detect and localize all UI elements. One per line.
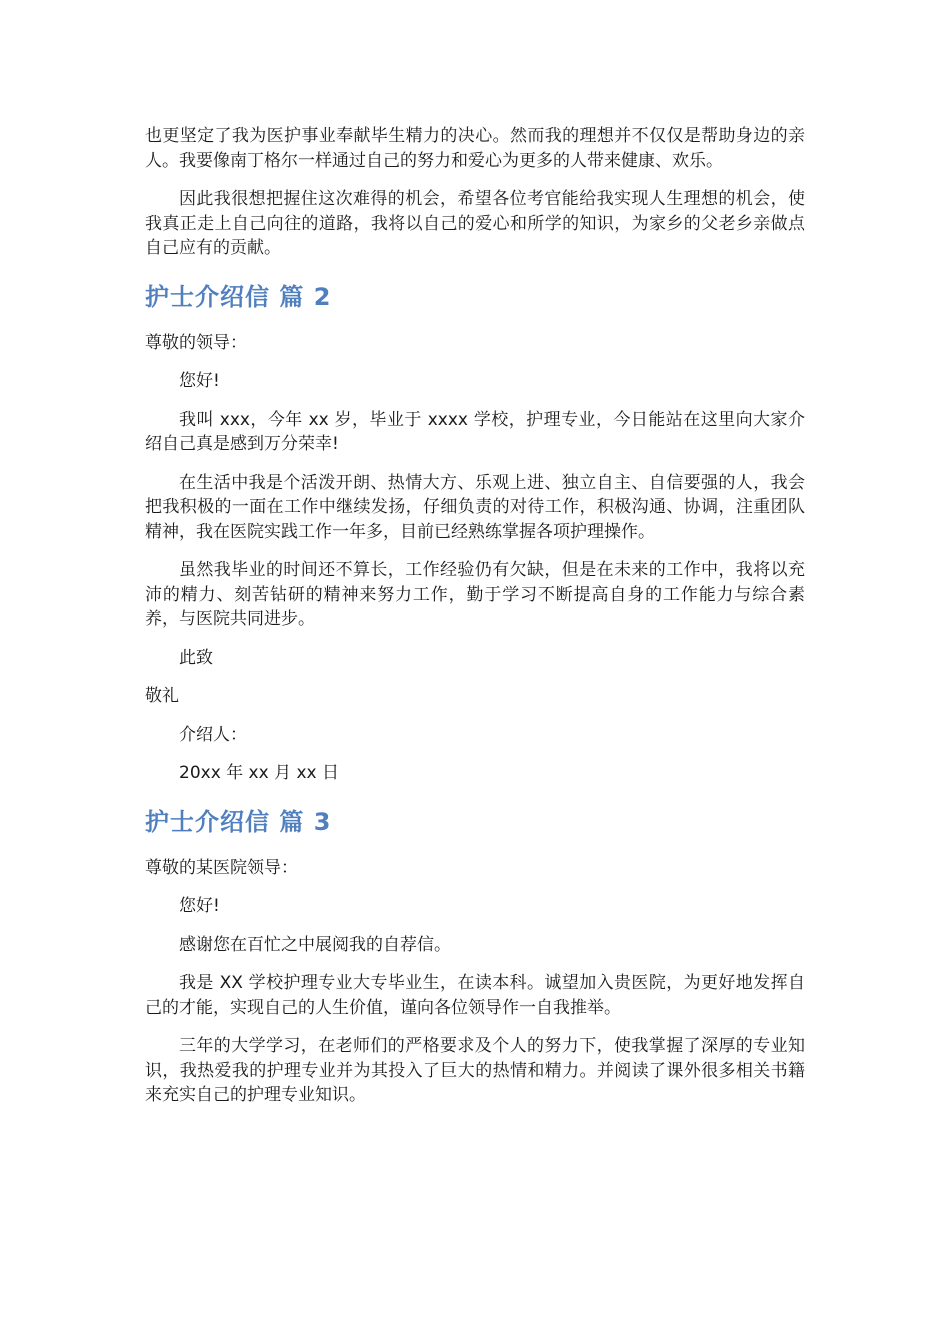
greeting: 您好! bbox=[179, 371, 220, 391]
introducer-line: 介绍人： bbox=[179, 724, 247, 745]
section-heading: 护士介绍信 篇 3 bbox=[145, 807, 332, 836]
salutation: 尊敬的某医院领导： bbox=[145, 857, 298, 878]
document-page bbox=[145, 124, 805, 1122]
paragraph: 感谢您在百忙之中展阅我的自荐信。 bbox=[179, 934, 451, 955]
paragraph: 我是 XX 学校护理专业大专毕业生，在读本科。诚望加入贵医院，为更好地发挥自己的才能，实现自己的人生价值，谨向各位领导作一自我推举。 bbox=[145, 973, 805, 1018]
paragraph: 因此我很想把握住这次难得的机会，希望各位考官能给我实现人生理想的机会，使我真正走上自己向往的道路，我将以自己的爱心和所学的知识，为家乡的父老乡亲做点自己应有的贡献。 bbox=[145, 189, 805, 258]
paragraph: 我叫 xxx，今年 xx 岁，毕业于 xxxx 学校，护理专业，今日能站在这里向大家介绍自己真是感到万分荣幸! bbox=[145, 409, 805, 454]
closing-line: 敬礼 bbox=[145, 686, 179, 706]
salutation: 尊敬的领导： bbox=[145, 332, 247, 353]
section-heading: 护士介绍信 篇 2 bbox=[145, 282, 332, 311]
paragraph: 虽然我毕业的时间还不算长，工作经验仍有欠缺，但是在未来的工作中，我将以充沛的精力、刻苦钻研的精神来努力工作，勤于学习不断提高自身的工作能力与综合素养，与医院共同进步。 bbox=[145, 560, 805, 629]
paragraph: 也更坚定了我为医护事业奉献毕生精力的决心。然而我的理想并不仅仅是帮助身边的亲人。我要像南丁格尔一样通过自己的努力和爱心为更多的人带来健康、欢乐。 bbox=[145, 126, 805, 171]
closing-line: 此致 bbox=[179, 647, 213, 668]
date-line: 20xx 年 xx 月 xx 日 bbox=[179, 763, 340, 783]
paragraph: 在生活中我是个活泼开朗、热情大方、乐观上进、独立自主、自信要强的人，我会把我积极的一面在工作中继续发扬，仔细负责的对待工作，积极沟通、协调，注重团队精神，我在医院实践工作一年多，目前已经熟练掌握各项护理操作。 bbox=[145, 472, 805, 542]
paragraph: 三年的大学学习，在老师们的严格要求及个人的努力下，使我掌握了深厚的专业知识，我热爱我的护理专业并为其投入了巨大的热情和精力。并阅读了课外很多相关书籍来充实自己的护理专业知识。 bbox=[145, 1036, 805, 1105]
greeting: 您好! bbox=[179, 896, 220, 916]
